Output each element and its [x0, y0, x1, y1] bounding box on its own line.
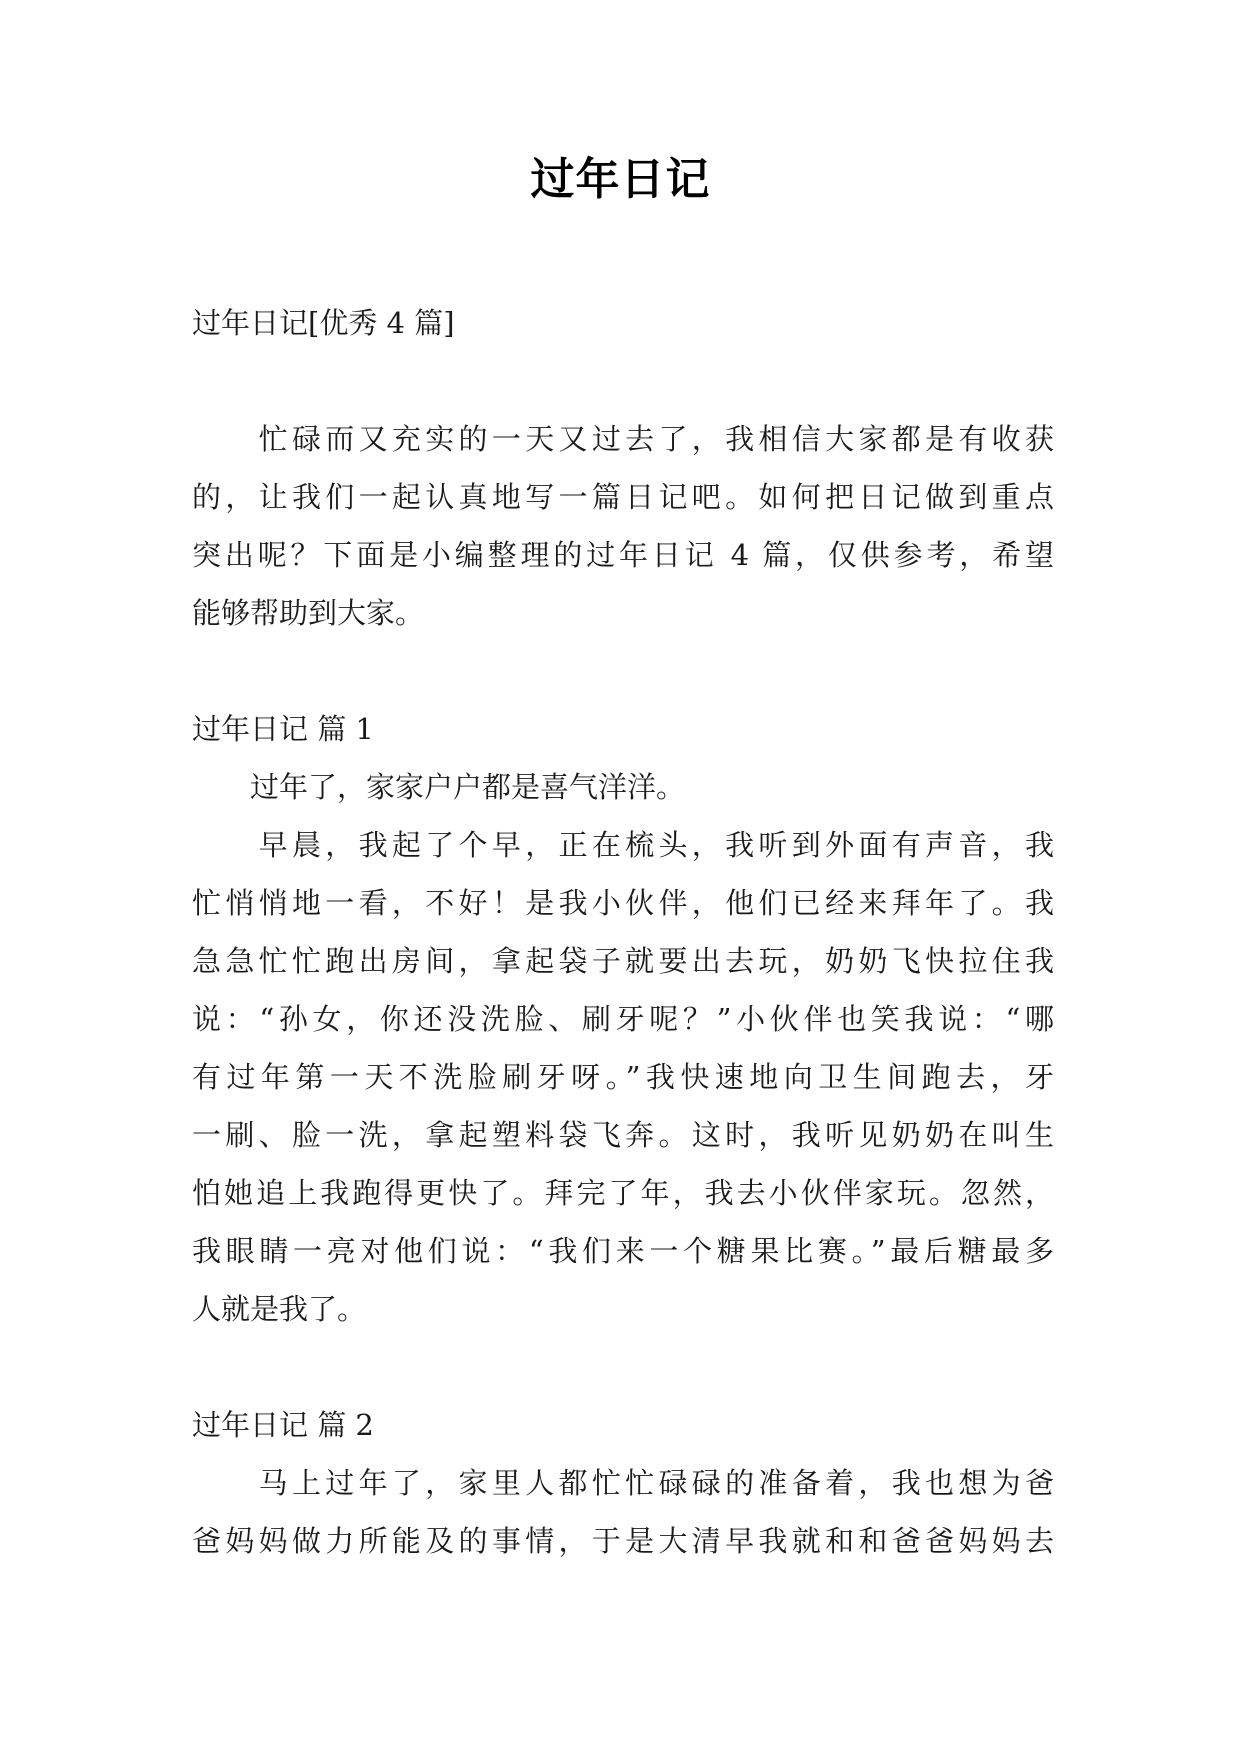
paragraph-line: 怕她追上我跑得更快了。拜完了年，我去小伙伴家玩。忽然，: [192, 1176, 1054, 1210]
paragraph-line: 一刷、脸一洗，拿起塑料袋飞奔。这时，我听见奶奶在叫生: [192, 1118, 1054, 1152]
document-body: [192, 294, 1054, 1570]
document-title: 过年日记: [530, 154, 711, 205]
paragraph-line: 说：“孙女，你还没洗脸、刷牙呢？”小伙伴也笑我说：“哪: [192, 1002, 1054, 1036]
paragraph-line: 过年了，家家户户都是喜气洋洋。: [192, 770, 686, 804]
spacer: [192, 642, 1054, 700]
paragraph-line: 早晨，我起了个早，正在梳头，我听到外面有声音，我: [192, 828, 1054, 862]
section-1: [192, 700, 1054, 1338]
paragraph-line: 马上过年了，家里人都忙忙碌碌的准备着，我也想为爸: [192, 1466, 1054, 1500]
paragraph-line: 忙悄悄地一看，不好！是我小伙伴，他们已经来拜年了。我: [192, 886, 1054, 920]
spacer: [192, 1338, 1054, 1396]
intro-paragraph: [192, 410, 1054, 642]
intro-line: 的，让我们一起认真地写一篇日记吧。如何把日记做到重点: [192, 480, 1054, 514]
document-subtitle: 过年日记[优秀 4 篇]: [192, 306, 455, 340]
intro-line: 能够帮助到大家。: [192, 596, 425, 630]
section-2: [192, 1396, 1054, 1570]
section-heading: 过年日记 篇 1: [192, 712, 374, 746]
paragraph-line: 我眼睛一亮对他们说：“我们来一个糖果比赛。”最后糖最多: [192, 1234, 1054, 1268]
intro-line: 突出呢？下面是小编整理的过年日记 4 篇，仅供参考，希望: [192, 538, 1054, 572]
paragraph-line: 急急忙忙跑出房间，拿起袋子就要出去玩，奶奶飞快拉住我: [192, 944, 1054, 978]
section-heading: 过年日记 篇 2: [192, 1408, 374, 1442]
paragraph-line: 爸妈妈做力所能及的事情，于是大清早我就和和爸爸妈妈去: [192, 1524, 1054, 1558]
intro-line: 忙碌而又充实的一天又过去了，我相信大家都是有收获: [192, 422, 1054, 456]
paragraph-line: 有过年第一天不洗脸刷牙呀。”我快速地向卫生间跑去，牙: [192, 1060, 1054, 1094]
spacer: [192, 352, 1054, 410]
paragraph-line: 人就是我了。: [192, 1292, 367, 1326]
